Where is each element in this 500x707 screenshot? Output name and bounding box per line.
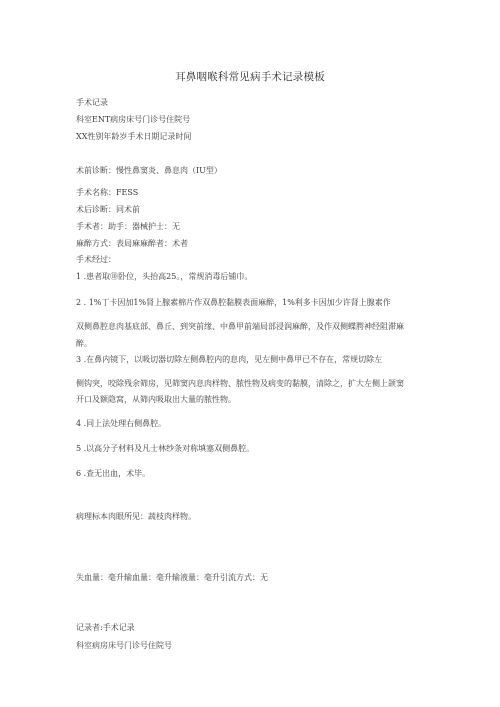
procedure-step: 6 .查无出血，术毕。 (76, 469, 151, 478)
surgery-name: 手术名称：FESS (76, 188, 139, 197)
procedure-step: 4 .同上法处理右侧鼻腔。 (76, 419, 167, 428)
procedure-step: 5 .以高分子材料及凡士林纱条对称填塞双侧鼻腔。 (76, 444, 255, 453)
procedure-heading: 手术经过： (76, 255, 116, 264)
blood-loss-line: 失血量：毫升输血量：毫升输液量：毫升引流方式：无 (76, 573, 268, 582)
post-op-diagnosis: 术后诊断：同术前 (76, 205, 140, 214)
procedure-step-cont: 开口及额隐窝，从筛内吸取出大量的脓性物。 (76, 395, 236, 404)
procedure-step-cont: 侧钩突，咬除残余筛房，见筛窦内息肉样物、脓性物及病变的黏膜，清除之，扩大左侧上颌窦 (76, 379, 404, 388)
procedure-step-cont: 醉。 (76, 339, 92, 348)
pre-op-diagnosis: 术前诊断：慢性鼻窦炎、鼻息肉（IU型） (76, 166, 222, 175)
header-line: 科室ENT病房床号门诊号住院号 (76, 115, 191, 124)
header-line: XX性别年龄岁手术日期记录时间 (76, 132, 192, 141)
procedure-step-cont: 双侧鼻腔息肉基底部、鼻丘、到突前缘、中鼻甲前端局部浸润麻醉，及作双侧蝶腭神经阻滞麻 (76, 322, 404, 331)
procedure-step: 1 .患者取⑩卧位，头抬高25。，常规消毒后铺巾。 (76, 272, 253, 281)
document-title: 耳鼻咽喉科常见病手术记录模板 (175, 71, 325, 83)
pathology-note: 病理标本肉眼所见：蔬枝肉样物。 (76, 512, 196, 521)
procedure-step: 3 .在鼻内镜下，以吸切器切除左侧鼻腔内的息肉，见左侧中鼻甲已不存在，常规切除左 (76, 355, 383, 364)
surgeon-line: 手术者：助手：器械护士：无 (76, 222, 180, 231)
header-line: 手术记录 (76, 98, 108, 107)
footer-line: 记录者:手术记录 (76, 623, 135, 632)
anesthesia-line: 麻醉方式：表局麻麻醉者：术者 (76, 239, 188, 248)
procedure-step: 2 . 1%丁卡因加1%肾上腺素棉片作双鼻腔黏膜表面麻醉，1%利多卡因加少许肾上腺素作 (76, 298, 391, 307)
footer-line: 科室病房床号门诊号住院号 (76, 641, 172, 650)
